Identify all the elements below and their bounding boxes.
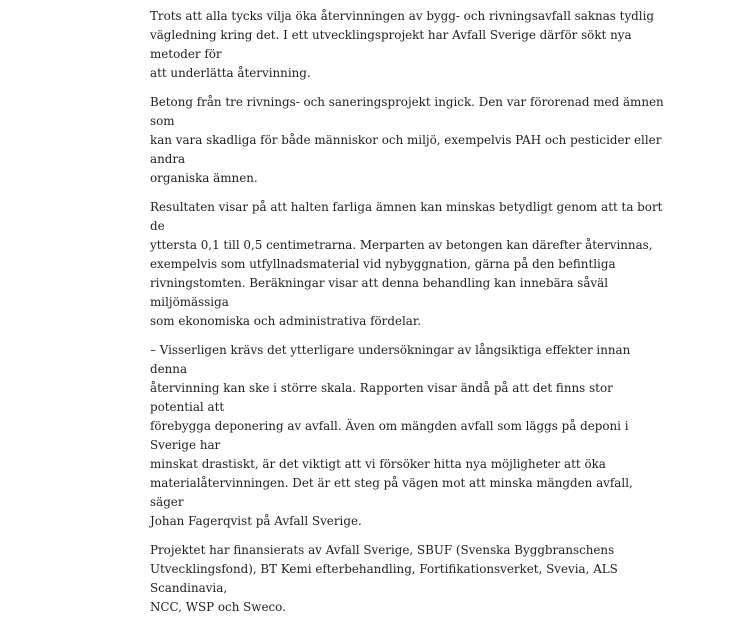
paragraph-results: Resultaten visar på att halten farliga ämnen kan minskas betydligt genom att ta bort de yttersta 0,1 till 0,5 centimetrarna. Merparten av betongen kan därefter återvinnas, exempelvis som utfyllnadsmaterial vid nybyggnation, gärna på den befintliga rivningstomten. Beräkningar visar att denna behandling kan innebära såväl miljömässiga som ekonomiska och administrativa fördelar. [150,200,663,328]
paragraph-funding: Projektet har finansierats av Avfall Sverige, SBUF (Svenska Byggbranschens Utvecklingsfond), BT Kemi efterbehandling, Fortifikationsverket, Svevia, ALS Scandinavia, NCC, WSP och Sweco. [150,543,618,614]
paragraph-intro: Trots att alla tycks vilja öka återvinningen av bygg- och rivningsavfall saknas tydlig vägledning kring det. I ett utvecklingsprojekt har Avfall Sverige därför sökt nya metoder för att underlätta återvinning. [150,9,655,80]
article-body [150,7,670,627]
paragraph-quote: – Visserligen krävs det ytterligare undersökningar av långsiktiga effekter innan denna återvinning kan ske i större skala. Rapporten visar ändå på att det finns stor potential att förebygga deponering av avfall. Även om mängden avfall som läggs på deponi i Sverige har minskat drastiskt, är det viktigt att vi försöker hitta nya möjligheter att öka materialåtervinningen. Det är ett steg på vägen mot att minska mängden avfall, säger Johan Fagerqvist på Avfall Sverige. [150,343,633,528]
paragraph-concrete-sources: Betong från tre rivnings- och saneringsprojekt ingick. Den var förorenad med ämnen som kan vara skadliga för både människor och miljö, exempelvis PAH och pesticider eller andra organiska ämnen. [150,95,664,185]
